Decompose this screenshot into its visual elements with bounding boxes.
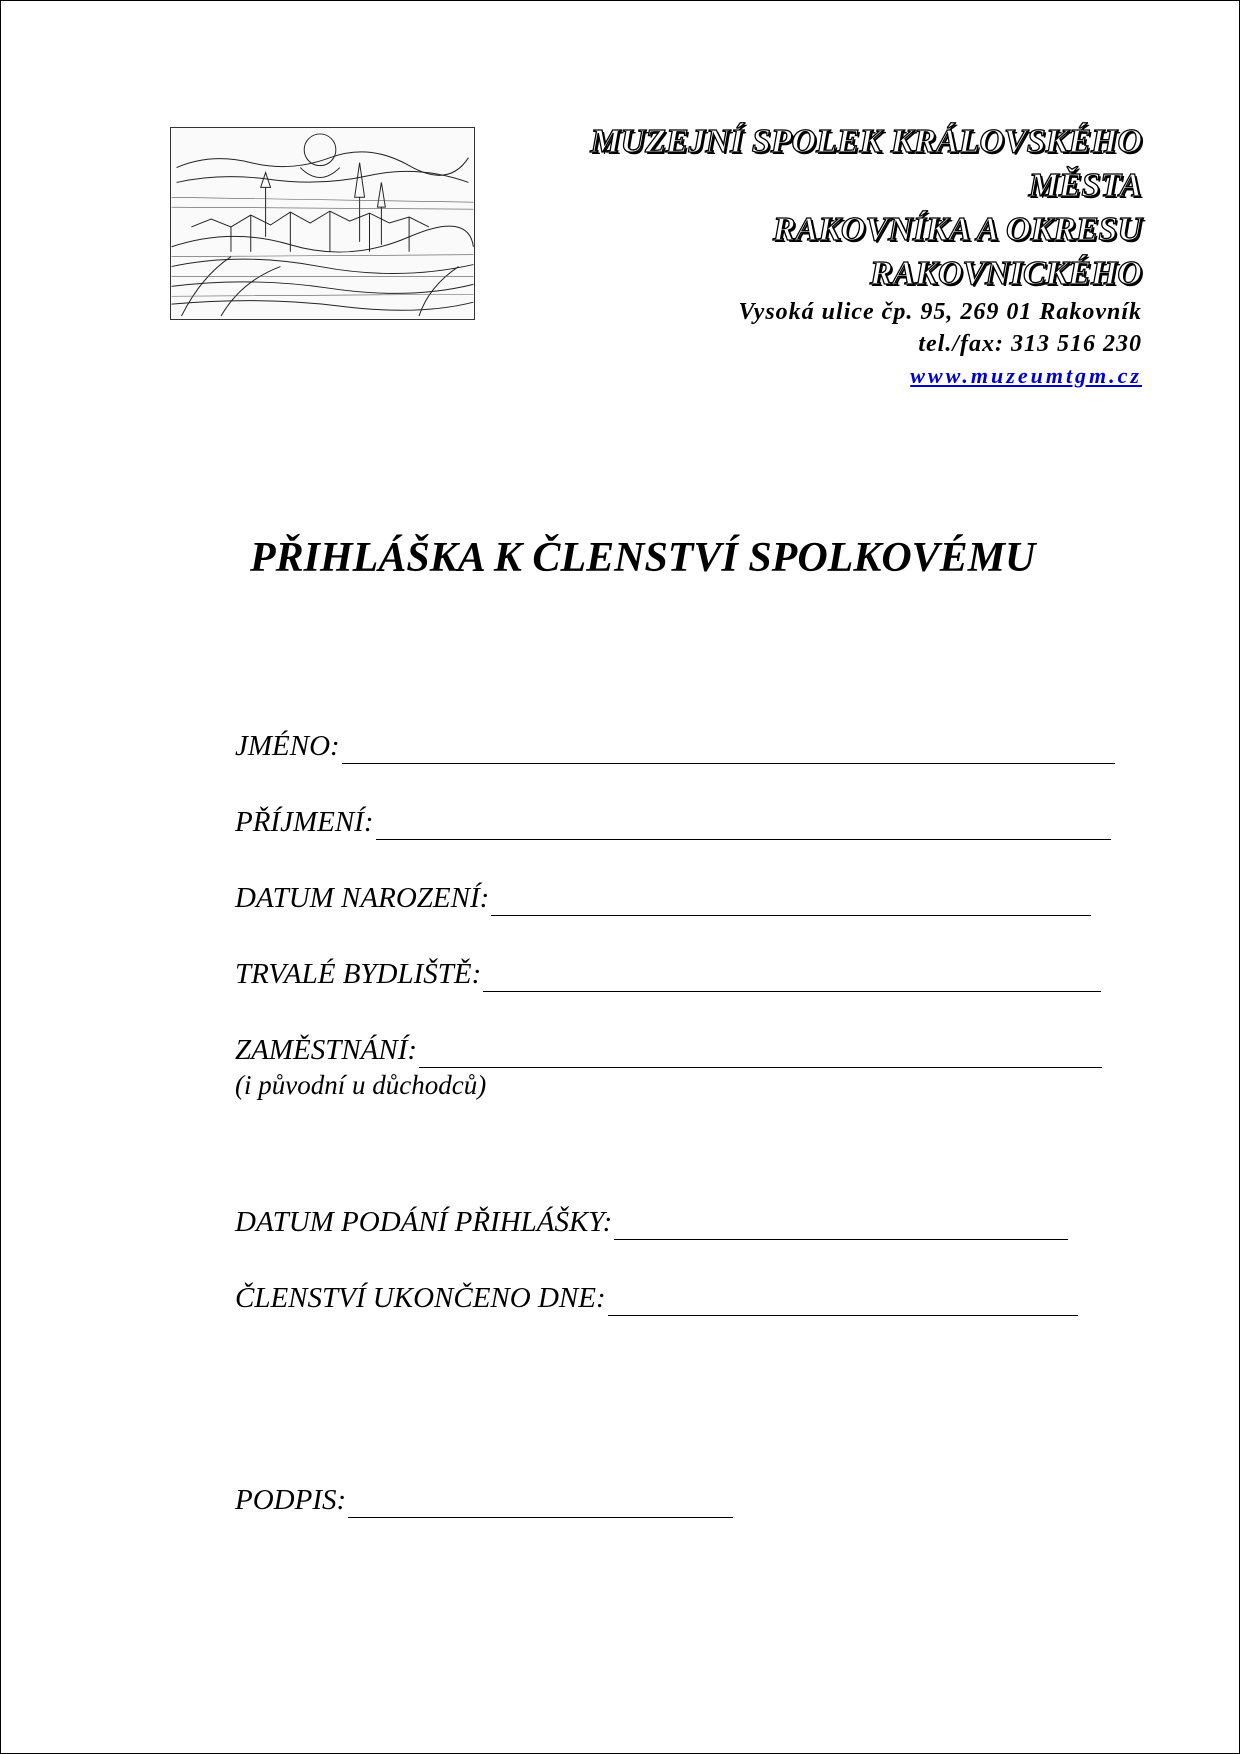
zamestnani-label: ZAMĚSTNÁNÍ: [235,1034,418,1066]
datum-podani-field[interactable] [235,1204,1068,1240]
datum-podani-input-line[interactable] [614,1209,1068,1240]
organization-phone: tel./fax: 313 516 230 [918,331,1142,357]
trvale-bydliste-field[interactable] [235,956,1101,992]
organization-name-line-3: RAKOVNÍKA A OKRESU [772,211,1142,248]
organization-name-line-2: MĚSTA [1028,167,1142,204]
zamestnani-input-line[interactable] [419,1037,1102,1068]
datum-narozeni-label: DATUM NAROZENÍ: [235,882,490,914]
zamestnani-field[interactable] [235,1032,1102,1068]
trvale-bydliste-label: TRVALÉ BYDLIŠTĚ: [235,958,482,990]
prijmeni-label: PŘÍJMENÍ: [235,806,374,838]
organization-address: Vysoká ulice čp. 95, 269 01 Rakovník [738,299,1142,325]
clenstvi-ukonceno-input-line[interactable] [608,1285,1078,1316]
podpis-label: PODPIS: [235,1484,347,1516]
datum-narozeni-input-line[interactable] [491,885,1091,916]
trvale-bydliste-input-line[interactable] [483,961,1101,992]
datum-podani-label: DATUM PODÁNÍ PŘIHLÁŠKY: [235,1206,613,1238]
zamestnani-note: (i původní u důchodců) [235,1070,487,1100]
town-engraving-icon [170,127,475,320]
organization-header [442,120,1142,392]
podpis-field[interactable] [235,1482,733,1518]
clenstvi-ukonceno-field[interactable] [235,1280,1078,1316]
prijmeni-field[interactable] [235,804,1111,840]
organization-name-line-4: RAKOVNICKÉHO [869,255,1142,292]
podpis-input-line[interactable] [348,1487,733,1518]
datum-narozeni-field[interactable] [235,880,1091,916]
clenstvi-ukonceno-label: ČLENSTVÍ UKONČENO DNE: [235,1282,606,1314]
jmeno-label: JMÉNO: [235,730,340,762]
jmeno-input-line[interactable] [342,733,1115,764]
website-link[interactable]: www.muzeumtgm.cz [910,363,1142,388]
prijmeni-input-line[interactable] [376,809,1111,840]
page-title: PŘIHLÁŠKA K ČLENSTVÍ SPOLKOVÉMU [250,535,1036,581]
jmeno-field[interactable] [235,728,1115,764]
organization-name-line-1: MUZEJNÍ SPOLEK KRÁLOVSKÉHO [590,123,1142,160]
